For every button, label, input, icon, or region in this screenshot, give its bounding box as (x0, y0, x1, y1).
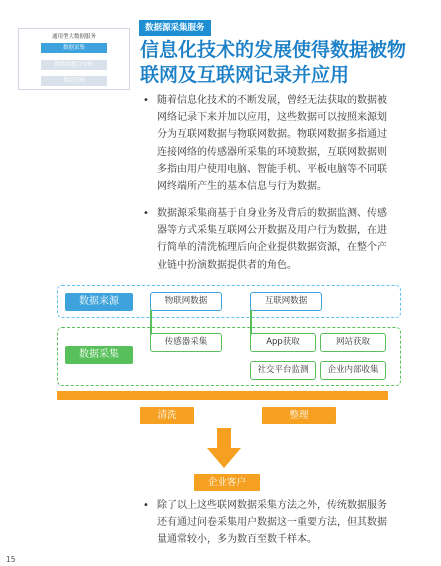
arrow-down-icon (207, 428, 241, 468)
service-item-analysis[interactable]: 微数据整合分析 (41, 60, 107, 70)
internal-box: 企业内部收集 (320, 361, 386, 380)
collect-label: 数据采集 (65, 346, 133, 364)
bullet-2: • (143, 208, 149, 219)
customer-label: 企业客户 (194, 474, 260, 491)
service-panel (18, 28, 130, 90)
process-bar (57, 391, 388, 400)
paragraph-3 (157, 497, 413, 549)
paragraph-2 (157, 205, 413, 274)
internet-data-box: 互联网数据 (250, 292, 322, 311)
service-panel-title: 通用型大数据服务 (51, 34, 96, 40)
paragraph-1-line: 随着信息化技术的不断发展，曾经无法获取的数据被 (157, 95, 387, 106)
paragraph-3-line: 量通常较小，多为数百至数千样本。 (157, 534, 317, 546)
paragraph-3-line: 还有通过问卷采集用户数据这一重要方法，但其数据 (157, 517, 387, 529)
paragraph-1-line: 网络记录下来并加以应用，这些数据可以按照来源划 (157, 112, 387, 124)
paragraph-2-line: 业链中扮演数据提供者的角色。 (157, 259, 297, 271)
section-tag: 数据源采集服务 (139, 20, 211, 36)
title-line-2: 联网及互联网记录并应用 (140, 64, 350, 86)
app-box: App获取 (250, 333, 316, 352)
paragraph-1-line: 多指由用户使用电脑、智能手机、平板电脑等不同联 (157, 163, 387, 175)
page-title (140, 38, 430, 88)
paragraph-3-line: 除了以上这些联网数据采集方法之外，传统数据服务 (157, 500, 387, 511)
source-label: 数据来源 (65, 293, 133, 311)
iot-data-box: 物联网数据 (150, 292, 222, 311)
paragraph-2-line: 行简单的清洗梳理后向企业提供数据资源，在整个产 (157, 242, 387, 254)
crawler-box: 网站获取 (320, 333, 386, 352)
bullet-3: • (143, 500, 149, 511)
bullet-1: • (143, 95, 149, 106)
paragraph-1 (157, 92, 413, 195)
page-number: 15 (6, 555, 16, 564)
paragraph-1-line: 网终端所产生的基本信息与行为数据。 (157, 181, 327, 193)
social-box: 社交平台监测 (250, 361, 316, 380)
paragraph-2-line: 器等方式采集互联网公开数据及用户行为数据，在进 (157, 225, 387, 237)
paragraph-1-line: 分为互联网数据与物联网数据。物联网数据多指通过 (157, 129, 387, 141)
title-line-1: 信息化技术的发展使得数据被物 (140, 39, 407, 61)
sensor-box: 传感器采集 (150, 333, 222, 352)
service-item-manage[interactable]: 数据管理 (41, 76, 107, 86)
organize-label: 整理 (262, 407, 336, 424)
paragraph-1-line: 连接网络的传感器所采集的环境数据，互联网数据则 (157, 146, 387, 158)
clean-label: 清洗 (140, 407, 194, 424)
paragraph-2-line: 数据源采集商基于自身业务及背后的数据监测、传感 (157, 208, 387, 219)
service-item-collect[interactable]: 数据采集 (41, 43, 107, 53)
